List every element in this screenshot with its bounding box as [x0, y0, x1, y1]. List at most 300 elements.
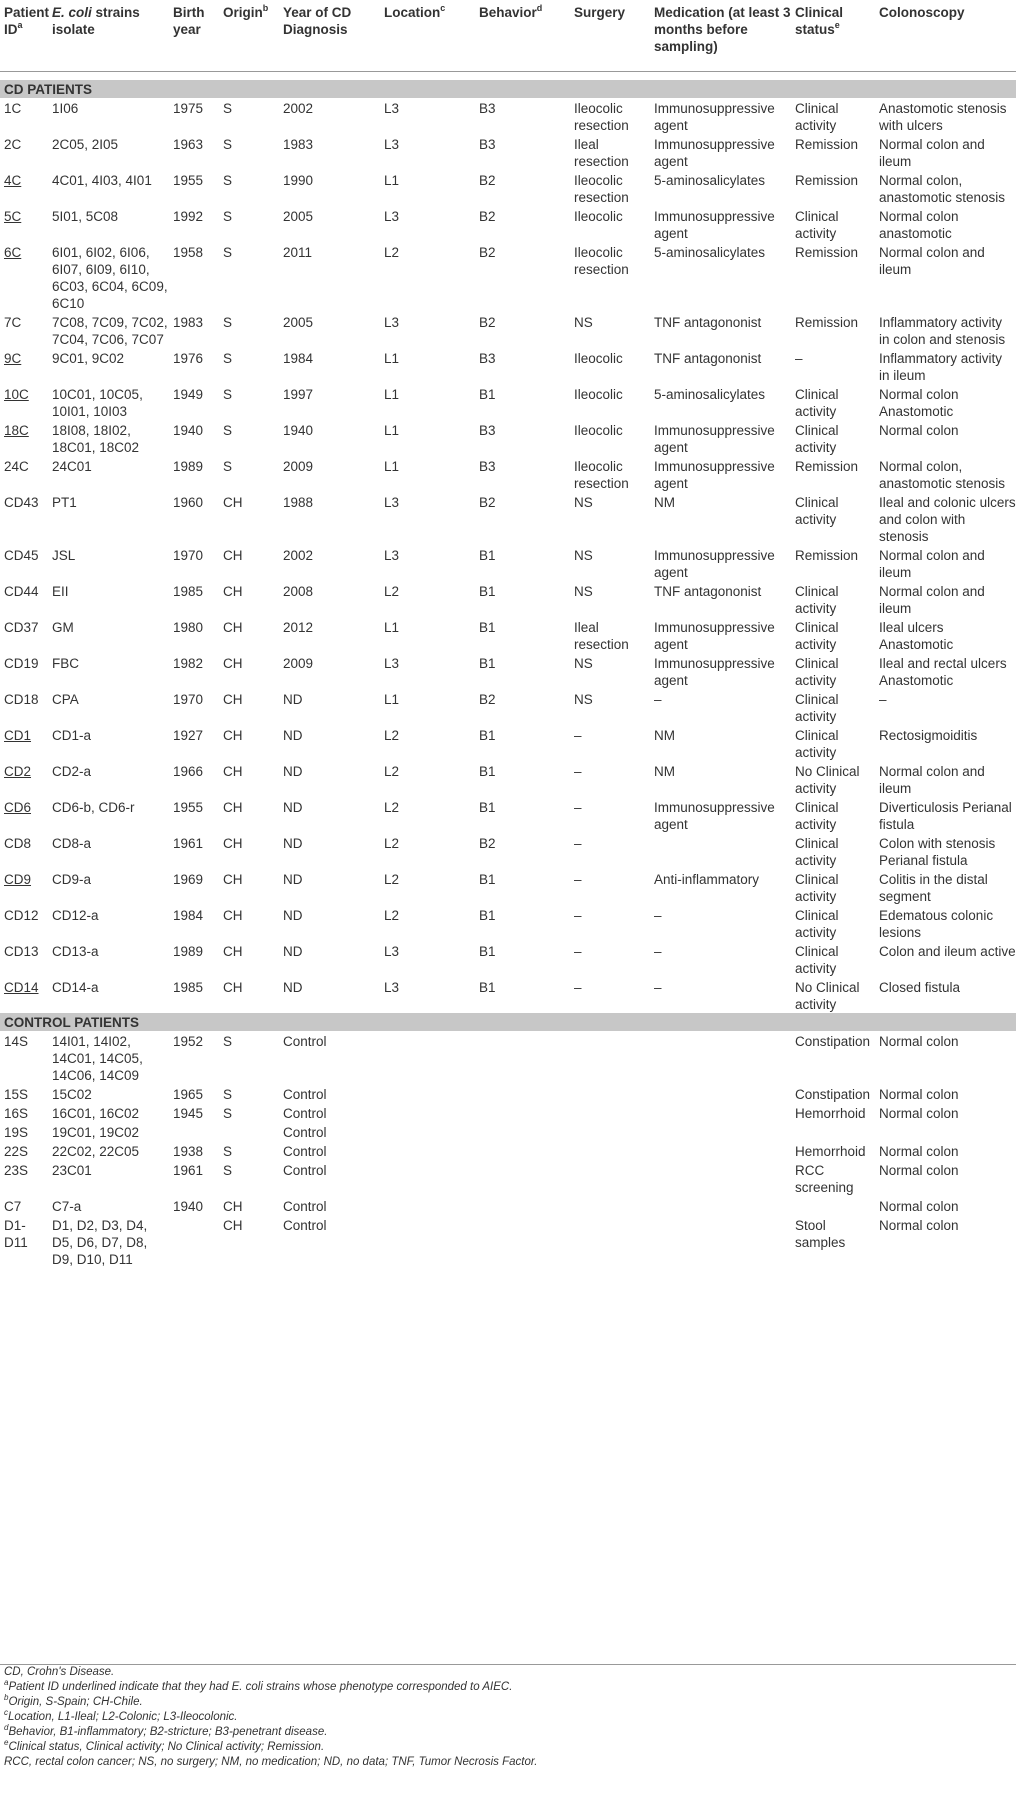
cell-patient-id: 19S — [4, 1125, 29, 1140]
cell-surgery: – — [574, 764, 582, 779]
cell-patient-id: CD1 — [4, 728, 32, 743]
table-row — [0, 348, 1016, 384]
table-row — [0, 761, 1016, 797]
cell-clinical-status: Stool samples — [795, 1218, 846, 1250]
cell-behavior: B2 — [479, 245, 496, 260]
cell-strains: CD1-a — [52, 728, 92, 743]
cell-clinical-status: Clinical activity — [795, 800, 839, 832]
footnote-e: $^e$Clinical status, Clinical activity; No Clinical activity; Remission. — [4, 1738, 325, 1753]
cell-colonoscopy: Normal colon — [879, 1106, 959, 1121]
cell-colonoscopy: Normal colon and ileum — [879, 245, 985, 277]
cell-surgery: Ileocolic — [574, 351, 623, 366]
cell-colonoscopy: Normal colon, anastomotic stenosis — [879, 173, 1006, 205]
cell-medication: – — [654, 908, 662, 923]
cell-behavior: B2 — [479, 173, 496, 188]
cell-medication — [650, 1031, 791, 1084]
cell-strains: 9C01, 9C02 — [52, 351, 125, 366]
cell-colonoscopy: Closed fistula — [879, 980, 961, 995]
cell-strains: 24C01 — [52, 459, 92, 474]
cell-location — [380, 1196, 475, 1215]
cell-medication — [650, 1084, 791, 1103]
cell-surgery: Ileocolic resection — [574, 173, 629, 205]
table-row — [0, 134, 1016, 170]
cell-surgery: – — [574, 872, 582, 887]
cell-origin: CH — [223, 495, 243, 510]
cell-location: L3 — [384, 980, 400, 995]
cell-location: L1 — [384, 387, 400, 402]
cell-strains: CD14-a — [52, 980, 99, 995]
cell-strains: PT1 — [52, 495, 77, 510]
cell-clinical-status: Remission — [795, 245, 859, 260]
cell-year-cd: ND — [283, 692, 303, 707]
cell-colonoscopy: Edematous colonic lesions — [879, 908, 994, 940]
cell-clinical-status — [791, 1122, 875, 1141]
cell-patient-id: 2C — [4, 137, 22, 152]
table-row — [0, 492, 1016, 545]
cell-surgery: Ileocolic — [574, 209, 623, 224]
cell-birth-year: 1966 — [173, 764, 204, 779]
cell-birth-year: 1927 — [173, 728, 204, 743]
cell-medication: Immunosuppressive agent — [654, 209, 775, 241]
cell-colonoscopy: Normal colon — [879, 1163, 959, 1178]
table-row — [0, 1196, 1016, 1215]
cell-location — [380, 1031, 475, 1084]
cell-behavior: B2 — [479, 495, 496, 510]
table-row — [0, 384, 1016, 420]
cell-year-cd: ND — [283, 872, 303, 887]
cell-strains: 14I01, 14I02, 14C01, 14C05, 14C06, 14C09 — [52, 1034, 143, 1083]
cell-surgery — [570, 1196, 650, 1215]
cell-surgery — [570, 1141, 650, 1160]
table-row — [0, 689, 1016, 725]
cell-location: L2 — [384, 836, 400, 851]
cell-strains: 4C01, 4I03, 4I01 — [52, 173, 152, 188]
cell-birth-year: 1970 — [173, 548, 204, 563]
cell-patient-id: 4C — [4, 173, 22, 188]
cell-surgery: – — [574, 980, 582, 995]
cell-strains: 2C05, 2I05 — [52, 137, 119, 152]
table-row — [0, 242, 1016, 312]
table-row — [0, 1122, 1016, 1141]
cell-surgery: Ileal resection — [574, 137, 629, 169]
cell-origin: S — [223, 1034, 233, 1049]
cell-location — [380, 1122, 475, 1141]
header-origin: Origin$^b$ — [223, 3, 269, 20]
table-row — [0, 833, 1016, 869]
cell-behavior — [475, 1141, 570, 1160]
cell-medication: – — [654, 980, 662, 995]
cell-strains: 16C01, 16C02 — [52, 1106, 140, 1121]
header-medication: Medication (at least 3 months before sampling) — [654, 5, 791, 54]
cell-clinical-status: Clinical activity — [795, 387, 839, 419]
cell-birth-year: 1949 — [173, 387, 204, 402]
cell-medication: Immunosuppressive agent — [654, 459, 775, 491]
cell-origin: S — [223, 245, 233, 260]
cell-strains: GM — [52, 620, 74, 635]
cell-origin: CH — [223, 1199, 243, 1214]
cell-behavior: B3 — [479, 101, 496, 116]
table-row — [0, 617, 1016, 653]
cell-behavior: B1 — [479, 656, 496, 671]
cell-medication: – — [654, 944, 662, 959]
cell-colonoscopy: Normal colon — [879, 1034, 959, 1049]
cell-strains: CD12-a — [52, 908, 99, 923]
cell-colonoscopy: Colon with stenosis Perianal fistula — [879, 836, 996, 868]
cell-colonoscopy: Inflammatory activity in colon and stenosis — [879, 315, 1006, 347]
cell-year-cd: 1940 — [283, 423, 314, 438]
cell-origin: CH — [223, 872, 243, 887]
section-row-cd — [0, 80, 1016, 98]
cell-colonoscopy: Normal colon and ileum — [879, 137, 985, 169]
cell-year-cd: ND — [283, 836, 303, 851]
cell-year-cd: ND — [283, 728, 303, 743]
cell-clinical-status: RCC screening — [795, 1163, 854, 1195]
cell-medication: TNF antagononist — [654, 315, 762, 330]
cell-medication: NM — [654, 764, 675, 779]
cell-surgery: NS — [574, 584, 593, 599]
cell-behavior — [475, 1122, 570, 1141]
cell-clinical-status: Clinical activity — [795, 495, 839, 527]
cell-behavior: B3 — [479, 423, 496, 438]
cell-behavior: B1 — [479, 908, 496, 923]
cell-strains: EII — [52, 584, 69, 599]
table-row — [0, 420, 1016, 456]
cell-birth-year: 1982 — [173, 656, 204, 671]
cell-year-cd: ND — [283, 980, 303, 995]
cell-birth-year: 1989 — [173, 944, 204, 959]
cell-strains: 15C02 — [52, 1087, 92, 1102]
table-row — [0, 456, 1016, 492]
cell-year-cd: 1990 — [283, 173, 314, 188]
cell-patient-id: CD43 — [4, 495, 39, 510]
table-row — [0, 653, 1016, 689]
cell-location — [380, 1084, 475, 1103]
cell-behavior — [475, 1196, 570, 1215]
cell-behavior: B1 — [479, 548, 496, 563]
cell-colonoscopy — [875, 1122, 1016, 1141]
cell-surgery: NS — [574, 548, 593, 563]
cell-year-cd: 2011 — [283, 245, 313, 260]
cell-patient-id: 9C — [4, 351, 22, 366]
cell-clinical-status: Remission — [795, 459, 859, 474]
cell-birth-year: 1961 — [173, 836, 204, 851]
cell-surgery — [570, 1122, 650, 1141]
cell-behavior: B1 — [479, 764, 496, 779]
cell-colonoscopy: Normal colon and ileum — [879, 764, 985, 796]
cell-medication: 5-aminosalicylates — [654, 245, 766, 260]
cell-medication — [650, 833, 791, 869]
cell-clinical-status: Clinical activity — [795, 836, 839, 868]
cell-patient-id: CD18 — [4, 692, 39, 707]
cell-origin: S — [223, 315, 233, 330]
cell-year-cd: Control — [283, 1144, 327, 1159]
table-row — [0, 1084, 1016, 1103]
header-location: Location$^c$ — [384, 3, 446, 20]
cell-location: L1 — [384, 459, 400, 474]
cell-strains: CPA — [52, 692, 79, 707]
cell-location: L3 — [384, 315, 400, 330]
cell-year-cd: 1984 — [283, 351, 314, 366]
cell-patient-id: D1-D11 — [4, 1218, 28, 1250]
table-row — [0, 581, 1016, 617]
cell-colonoscopy: Diverticulosis Perianal fistula — [879, 800, 1012, 832]
cell-year-cd: Control — [283, 1087, 327, 1102]
cell-patient-id: 7C — [4, 315, 22, 330]
cell-location: L2 — [384, 800, 400, 815]
cell-birth-year: 1989 — [173, 459, 204, 474]
cell-colonoscopy: Normal colon and ileum — [879, 584, 985, 616]
cell-patient-id: CD19 — [4, 656, 39, 671]
cell-strains: CD8-a — [52, 836, 92, 851]
cell-surgery: – — [574, 908, 582, 923]
header-patient-id: Patient $ID^a$ — [4, 5, 50, 37]
cell-patient-id: 22S — [4, 1144, 29, 1159]
table-row — [0, 869, 1016, 905]
cell-colonoscopy: Normal colon and ileum — [879, 548, 985, 580]
cell-clinical-status: Constipation — [795, 1087, 871, 1102]
table-row — [0, 170, 1016, 206]
cell-patient-id: CD6 — [4, 800, 32, 815]
cell-patient-id: CD13 — [4, 944, 39, 959]
cell-behavior: B3 — [479, 351, 496, 366]
cell-medication: 5-aminosalicylates — [654, 173, 766, 188]
cell-strains: C7-a — [52, 1199, 82, 1214]
cell-year-cd: 2009 — [283, 459, 314, 474]
cell-behavior: B2 — [479, 836, 496, 851]
cell-clinical-status: Remission — [795, 315, 859, 330]
cell-colonoscopy: Normal colon Anastomotic — [879, 387, 959, 419]
cell-origin: S — [223, 173, 233, 188]
cell-clinical-status: Clinical activity — [795, 872, 839, 904]
cell-behavior: B1 — [479, 387, 496, 402]
cell-strains: 7C08, 7C09, 7C02, 7C04, 7C06, 7C07 — [52, 315, 168, 347]
footnote-d: $^d$Behavior, B1-inflammatory; B2-stricture; B3-penetrant disease. — [4, 1723, 328, 1738]
cell-patient-id: 10C — [4, 387, 29, 402]
cell-origin: CH — [223, 908, 243, 923]
cell-clinical-status: No Clinical activity — [795, 980, 860, 1012]
cell-patient-id: CD9 — [4, 872, 32, 887]
cell-patient-id: 14S — [4, 1034, 29, 1049]
cell-location: L3 — [384, 656, 400, 671]
cell-surgery: NS — [574, 656, 593, 671]
cell-birth-year: 1975 — [173, 101, 204, 116]
cell-origin: S — [223, 423, 233, 438]
cell-location: L3 — [384, 209, 400, 224]
cell-clinical-status: Clinical activity — [795, 908, 839, 940]
cell-behavior: B1 — [479, 872, 496, 887]
cell-clinical-status: Clinical activity — [795, 209, 839, 241]
cell-behavior — [475, 1160, 570, 1196]
cell-origin: CH — [223, 836, 243, 851]
cell-patient-id: C7 — [4, 1199, 22, 1214]
cell-birth-year: 1961 — [173, 1163, 204, 1178]
cell-year-cd: Control — [283, 1163, 327, 1178]
cell-behavior: B2 — [479, 315, 496, 330]
cell-location: L1 — [384, 173, 400, 188]
cell-birth-year: 1955 — [173, 800, 204, 815]
cell-strains: CD13-a — [52, 944, 99, 959]
cell-birth-year: 1984 — [173, 908, 204, 923]
footnote-abbreviations: RCC, rectal colon cancer; NS, no surgery; NM, no medication; ND, no data; TNF, Tumor Necrosis Factor. — [4, 1756, 538, 1768]
cell-behavior: B1 — [479, 584, 496, 599]
cell-clinical-status: Clinical activity — [795, 944, 839, 976]
cell-location: L3 — [384, 495, 400, 510]
cell-year-cd: 2002 — [283, 101, 314, 116]
cell-year-cd: 2005 — [283, 315, 314, 330]
cell-clinical-status: Clinical activity — [795, 101, 839, 133]
cell-birth-year: 1940 — [173, 423, 204, 438]
cell-clinical-status: Constipation — [795, 1034, 871, 1049]
cell-strains: 22C02, 22C05 — [52, 1144, 140, 1159]
cell-location — [380, 1103, 475, 1122]
cell-origin: CH — [223, 1218, 243, 1233]
table-row — [0, 977, 1016, 1013]
cell-location: L2 — [384, 728, 400, 743]
header-clinical-status: Clinical status$^e$ — [795, 5, 844, 37]
cell-year-cd: Control — [283, 1199, 327, 1214]
table-row — [0, 1031, 1016, 1084]
cell-clinical-status: Clinical activity — [795, 692, 839, 724]
table-row — [0, 1160, 1016, 1196]
cell-clinical-status: Clinical activity — [795, 584, 839, 616]
table-body — [0, 72, 1016, 1269]
cell-behavior — [475, 1215, 570, 1268]
cell-location: L2 — [384, 245, 400, 260]
cell-birth-year: 1938 — [173, 1144, 204, 1159]
cell-origin: S — [223, 101, 233, 116]
cell-medication: Anti-inflammatory — [654, 872, 760, 887]
cell-birth-year: 1955 — [173, 173, 204, 188]
cell-location: L3 — [384, 137, 400, 152]
footnote-cd: CD, Crohn's Disease. — [4, 1666, 115, 1678]
cell-origin: S — [223, 1144, 233, 1159]
header-colonoscopy: Colonoscopy — [879, 5, 965, 20]
cell-surgery — [570, 1215, 650, 1268]
cell-origin: CH — [223, 692, 243, 707]
cell-origin: CH — [223, 728, 243, 743]
cell-behavior: B2 — [479, 692, 496, 707]
cell-colonoscopy: Normal colon anastomotic — [879, 209, 959, 241]
cell-surgery: – — [574, 836, 582, 851]
cell-location — [380, 1141, 475, 1160]
cell-location: L2 — [384, 764, 400, 779]
cell-patient-id: 5C — [4, 209, 22, 224]
cell-year-cd: Control — [283, 1034, 327, 1049]
cell-clinical-status: Hemorrhoid — [795, 1144, 866, 1159]
footnote-c: $^c$Location, L1-Ileal; L2-Colonic; L3-Ileocolonic. — [4, 1708, 238, 1723]
cell-origin: S — [223, 351, 233, 366]
cell-surgery — [570, 1084, 650, 1103]
cell-birth-year: 1985 — [173, 980, 204, 995]
cell-medication: Immunosuppressive agent — [654, 548, 775, 580]
cell-medication — [650, 1160, 791, 1196]
cell-medication: Immunosuppressive agent — [654, 423, 775, 455]
cell-medication: – — [654, 692, 662, 707]
cell-patient-id: CD45 — [4, 548, 39, 563]
cell-location: L1 — [384, 351, 400, 366]
cell-clinical-status: Clinical activity — [795, 423, 839, 455]
header-year-cd: Year of CD Diagnosis — [283, 5, 352, 37]
cell-surgery: Ileocolic resection — [574, 101, 629, 133]
cell-patient-id: CD14 — [4, 980, 39, 995]
cell-birth-year: 1960 — [173, 495, 204, 510]
cell-location: L3 — [384, 548, 400, 563]
cell-origin: S — [223, 1163, 233, 1178]
cell-medication: 5-aminosalicylates — [654, 387, 766, 402]
cell-medication: Immunosuppressive agent — [654, 137, 775, 169]
cell-origin: S — [223, 1087, 233, 1102]
cell-colonoscopy: Ileal and colonic ulcers and colon with stenosis — [879, 495, 1016, 544]
cell-strains: 10C01, 10C05, 10I01, 10I03 — [52, 387, 143, 419]
cell-strains: 1I06 — [52, 101, 79, 116]
cell-year-cd: Control — [283, 1125, 327, 1140]
cell-surgery: NS — [574, 315, 593, 330]
cell-patient-id: 1C — [4, 101, 22, 116]
cell-origin: CH — [223, 800, 243, 815]
cell-surgery: NS — [574, 495, 593, 510]
cell-clinical-status: Clinical activity — [795, 656, 839, 688]
cell-clinical-status: Remission — [795, 137, 859, 152]
cell-birth-year: 1969 — [173, 872, 204, 887]
cell-surgery: – — [574, 944, 582, 959]
table-row — [0, 1215, 1016, 1268]
cell-colonoscopy: Normal colon — [879, 1199, 959, 1214]
cell-surgery: Ileocolic — [574, 423, 623, 438]
table-row — [0, 1141, 1016, 1160]
cell-medication — [650, 1103, 791, 1122]
cell-behavior: B3 — [479, 459, 496, 474]
cell-behavior — [475, 1103, 570, 1122]
cell-year-cd: ND — [283, 908, 303, 923]
cell-colonoscopy: Ileal and rectal ulcers Anastomotic — [879, 656, 1007, 688]
header-strains: E. coli strains isolate — [52, 5, 140, 37]
cell-behavior: B1 — [479, 728, 496, 743]
cell-location: L1 — [384, 692, 400, 707]
cell-patient-id: 16S — [4, 1106, 29, 1121]
cell-strains: FBC — [52, 656, 79, 671]
cell-surgery — [570, 1031, 650, 1084]
cell-clinical-status: Remission — [795, 548, 859, 563]
table-row — [0, 797, 1016, 833]
cell-surgery — [570, 1160, 650, 1196]
cell-patient-id: 24C — [4, 459, 29, 474]
cell-strains: CD9-a — [52, 872, 92, 887]
cell-year-cd: ND — [283, 764, 303, 779]
cell-year-cd: 1997 — [283, 387, 314, 402]
cell-colonoscopy: Normal colon — [879, 1144, 959, 1159]
cell-origin: CH — [223, 656, 243, 671]
header-behavior: Behavior$^d$ — [479, 3, 543, 20]
cell-colonoscopy: Colitis in the distal segment — [879, 872, 988, 904]
cell-birth-year: 1952 — [173, 1034, 204, 1049]
cell-origin: CH — [223, 944, 243, 959]
cell-origin: S — [223, 1106, 233, 1121]
cell-year-cd: 2009 — [283, 656, 314, 671]
cell-year-cd: 2012 — [283, 620, 314, 635]
cell-surgery: Ileal resection — [574, 620, 629, 652]
cell-birth-year: 1980 — [173, 620, 204, 635]
cell-origin: S — [223, 387, 233, 402]
cell-patient-id: CD37 — [4, 620, 39, 635]
table-row — [0, 725, 1016, 761]
table-header — [0, 0, 1016, 72]
footnote-a: $^a$Patient ID underlined indicate that they had E. coli strains whose phenotype corresponded to AIEC. — [4, 1678, 513, 1693]
cell-colonoscopy: Normal colon, anastomotic stenosis — [879, 459, 1006, 491]
cell-medication: Immunosuppressive agent — [654, 101, 775, 133]
cell-year-cd: 2005 — [283, 209, 314, 224]
cell-medication: NM — [654, 495, 675, 510]
cell-birth-year: 1940 — [173, 1199, 204, 1214]
